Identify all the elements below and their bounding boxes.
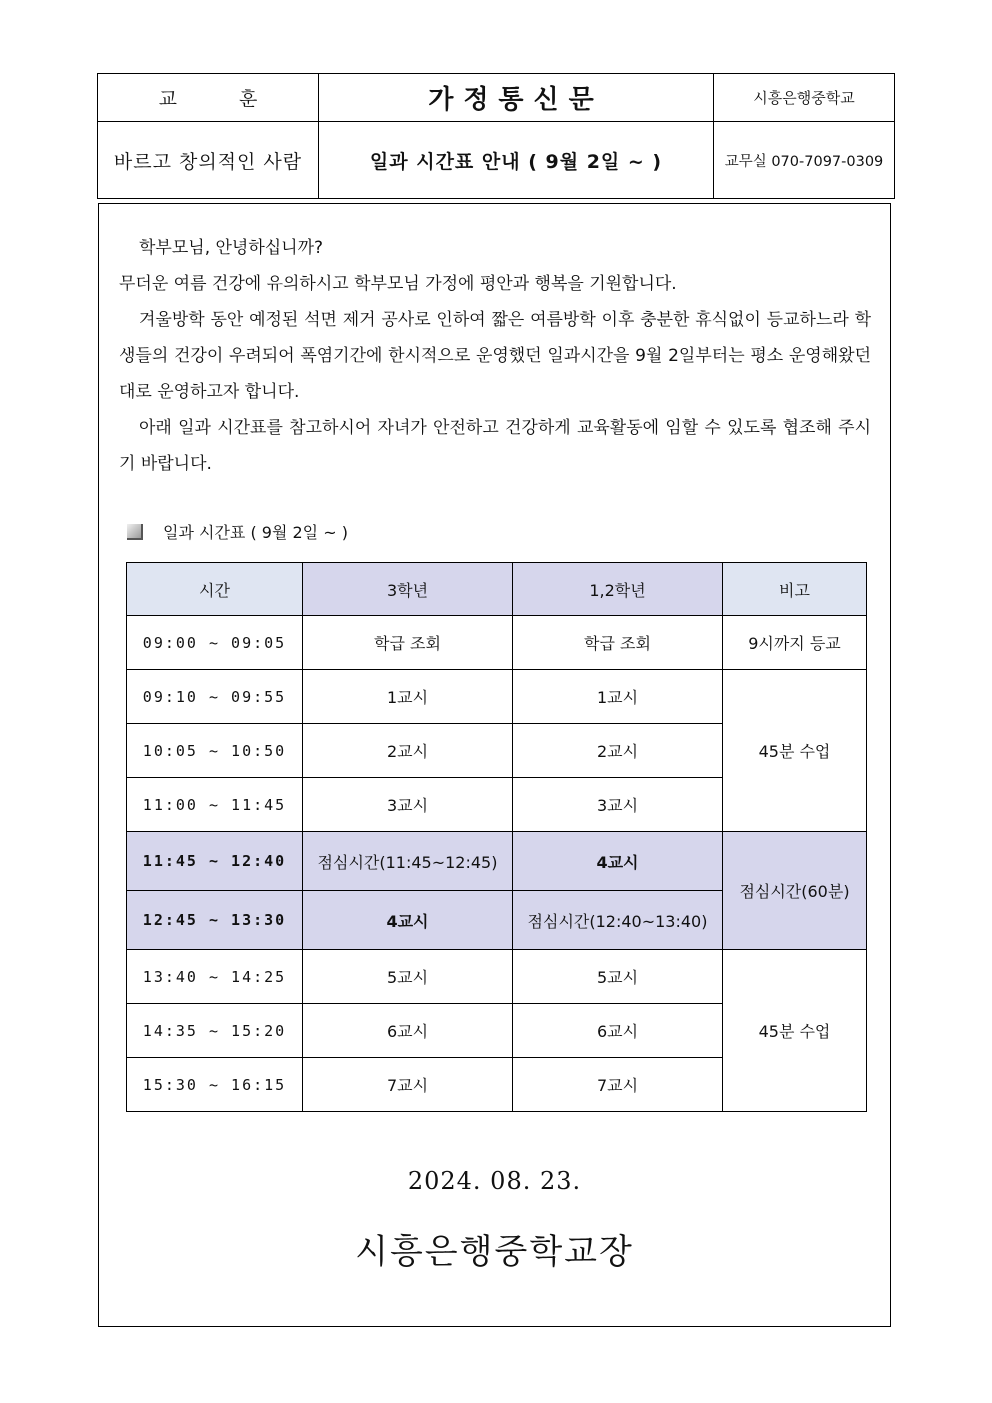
grade-1-2-cell: 4교시 (513, 832, 723, 891)
header-time: 시간 (127, 563, 303, 616)
grade-3-cell: 5교시 (303, 950, 513, 1004)
time-cell: 09:00 ~ 09:05 (127, 616, 303, 670)
grade-3-cell: 2교시 (303, 724, 513, 778)
time-cell: 14:35 ~ 15:20 (127, 1004, 303, 1058)
note-cell: 9시까지 등교 (723, 616, 867, 670)
table-row (127, 616, 867, 670)
issue-date: 2024. 08. 23. (407, 1167, 582, 1195)
time-cell: 10:05 ~ 10:50 (127, 724, 303, 778)
time-cell: 12:45 ~ 13:30 (127, 891, 303, 950)
grade-1-2-cell: 7교시 (513, 1058, 723, 1112)
time-cell: 11:00 ~ 11:45 (127, 778, 303, 832)
grade-3-cell: 6교시 (303, 1004, 513, 1058)
square-bullet-icon (127, 524, 143, 540)
grade-1-2-cell: 6교시 (513, 1004, 723, 1058)
schedule-header-row (127, 563, 867, 616)
grade-1-2-cell: 2교시 (513, 724, 723, 778)
grade-1-2-cell: 1교시 (513, 670, 723, 724)
letter-text (119, 230, 871, 482)
note-cell: 45분 수업 (723, 670, 867, 832)
letter-body (98, 203, 891, 1327)
note-cell: 점심시간(60분) (723, 832, 867, 950)
grade-1-2-cell: 3교시 (513, 778, 723, 832)
section-title (127, 520, 348, 543)
grade-3-cell: 점심시간(11:45~12:45) (303, 832, 513, 891)
header-grade-3: 3학년 (303, 563, 513, 616)
schedule-table (126, 562, 867, 1112)
grade-3-cell: 4교시 (303, 891, 513, 950)
grade-1-2-cell: 학급 조회 (513, 616, 723, 670)
school-motto: 바르고 창의적인 사람 (98, 122, 319, 199)
grade-3-cell: 3교시 (303, 778, 513, 832)
grade-1-2-cell: 5교시 (513, 950, 723, 1004)
time-cell: 13:40 ~ 14:25 (127, 950, 303, 1004)
office-phone: 교무실 070-7097-0309 (714, 122, 895, 199)
header-grade-1-2: 1,2학년 (513, 563, 723, 616)
note-cell: 45분 수업 (723, 950, 867, 1112)
letter-line-2: 무더운 여름 건강에 유의하시고 학부모님 가정에 평안과 행복을 기원합니다. (119, 274, 677, 294)
table-row (127, 670, 867, 724)
school-name: 시흥은행중학교 (714, 74, 895, 122)
header-table (97, 73, 895, 199)
time-cell: 09:10 ~ 09:55 (127, 670, 303, 724)
grade-3-cell: 1교시 (303, 670, 513, 724)
principal-signature: 시흥은행중학교장 (355, 1232, 634, 1272)
table-row-lunch (127, 832, 867, 891)
time-cell: 15:30 ~ 16:15 (127, 1058, 303, 1112)
letter-paragraph-2: 겨울방학 동안 예정된 석면 제거 공사로 인하여 짧은 여름방학 이후 충분한 휴식없이 등교하느라 학생들의 건강이 우려되어 폭염기간에 한시적으로 운영했던 일과시간을 9월 2일부터는 평소 운영해왔던 대로 운영하고자 합니다. (119, 310, 871, 402)
time-cell: 11:45 ~ 12:40 (127, 832, 303, 891)
document-title: 가정통신문 (319, 74, 714, 122)
table-row (127, 950, 867, 1004)
grade-1-2-cell: 점심시간(12:40~13:40) (513, 891, 723, 950)
motto-label: 교 훈 (98, 74, 319, 122)
greeting: 학부모님, 안녕하십니까? (139, 238, 324, 258)
header-note: 비고 (723, 563, 867, 616)
section-title-text: 일과 시간표 ( 9월 2일 ~ ) (163, 523, 348, 542)
letter-paragraph-3: 아래 일과 시간표를 참고하시어 자녀가 안전하고 건강하게 교육활동에 임할 수 있도록 협조해 주시기 바랍니다. (119, 418, 871, 474)
grade-3-cell: 학급 조회 (303, 616, 513, 670)
grade-3-cell: 7교시 (303, 1058, 513, 1112)
document-subtitle: 일과 시간표 안내 ( 9월 2일 ~ ) (319, 122, 714, 199)
